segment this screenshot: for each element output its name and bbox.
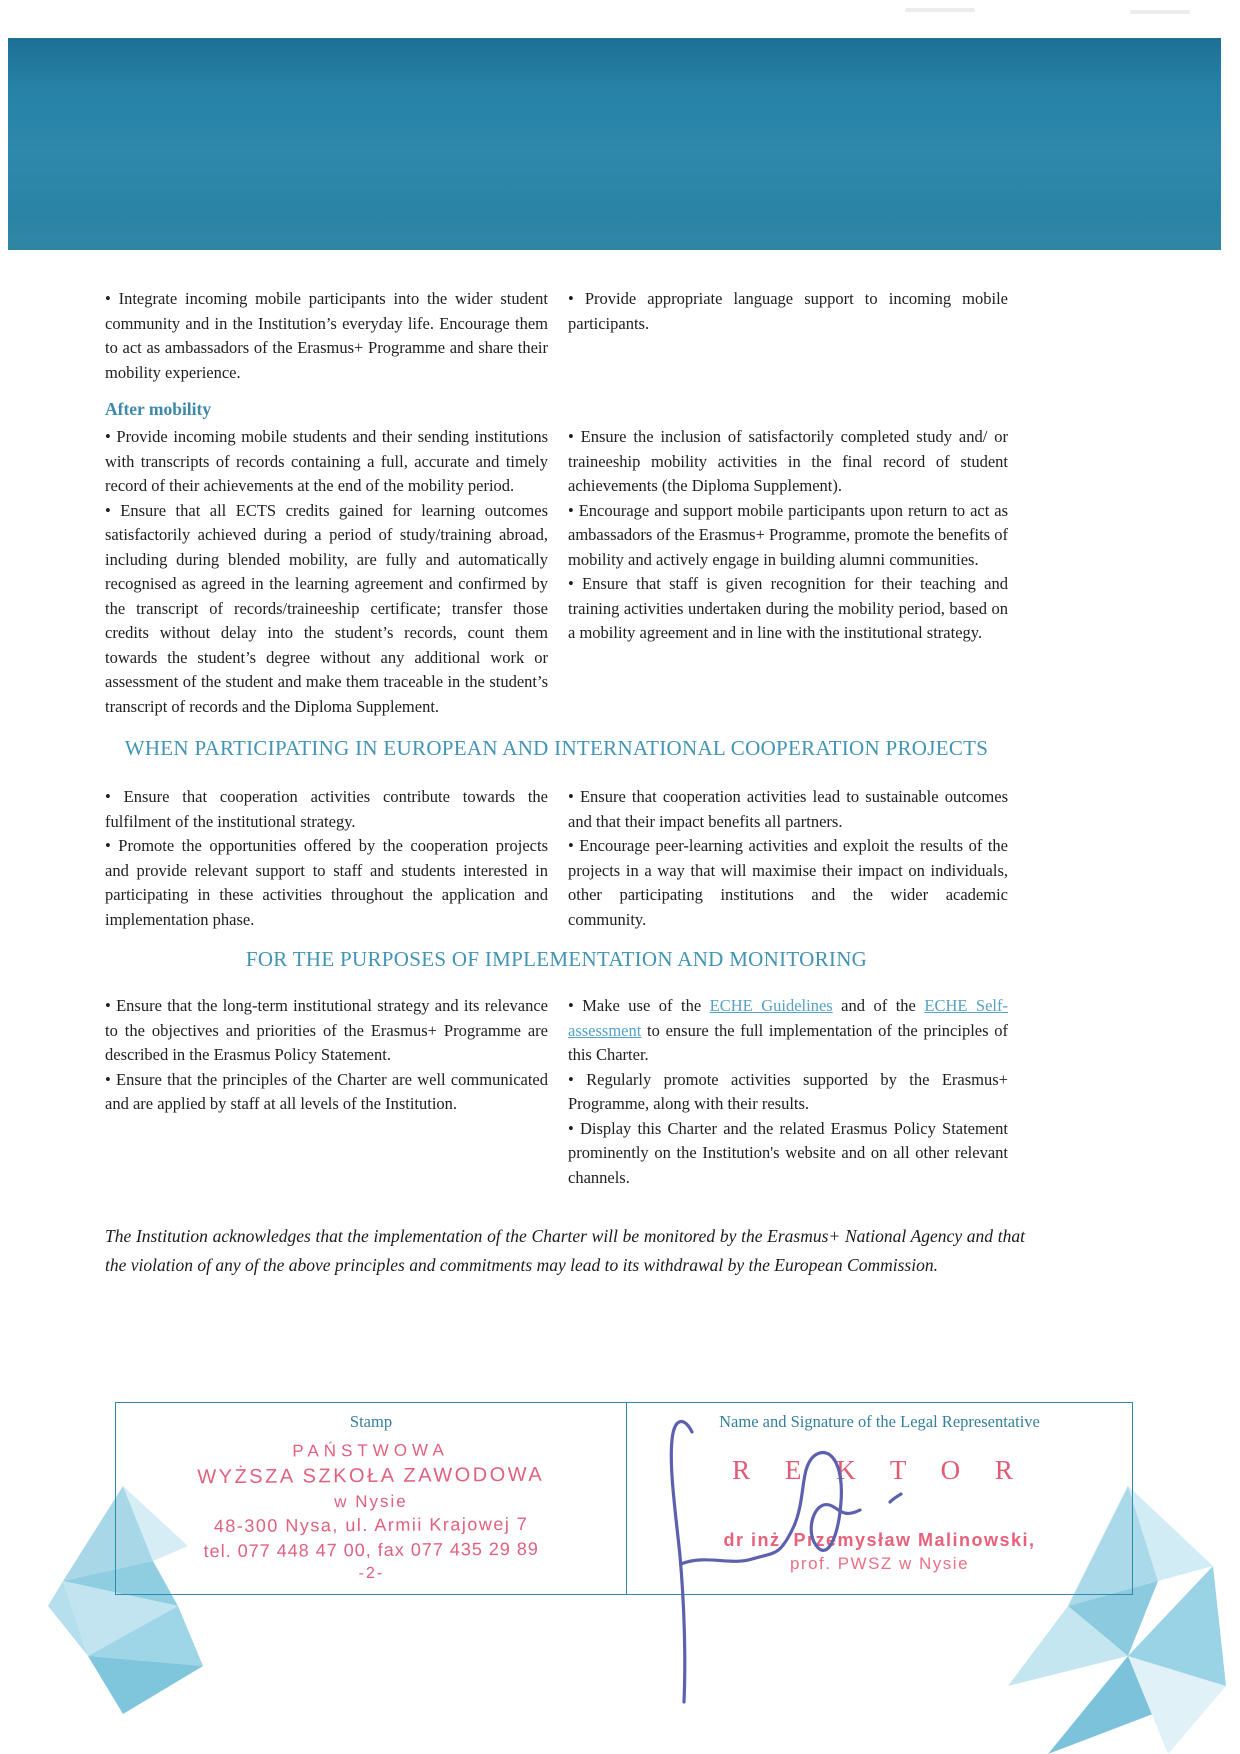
bullet-item: • Ensure that the long-term institutional strategy and its relevance to the objectives and priorities of the Erasmus+ Programme are described in the Erasmus Policy Statement. (105, 996, 548, 1064)
bullet-item: • Display this Charter and the related Erasmus Policy Statement prominently on the Institution's website and on all other relevant channels. (568, 1118, 1008, 1187)
bullet-item: • Ensure that staff is given recognition for their teaching and training activities undertaken during the mobility period, based on a mobility agreement and in line with the institutional strategy. (568, 574, 1008, 642)
rektor-role-stamp: R E K T O R (732, 1455, 1027, 1485)
bullet-item: • Encourage peer-learning activities and exploit the results of the projects in a way that will maximise their impact on individuals, other participating institutions and the wider academic community. (568, 836, 1008, 929)
left-column (105, 287, 548, 385)
eche-self-assessment-link[interactable]: ECHE Self-assessment (568, 996, 1008, 1040)
bullet-item: • Ensure that the principles of the Charter are well communicated and are applied by staff at all levels of the Institution. (105, 1069, 548, 1113)
left-column (105, 785, 548, 932)
signature-table (115, 1402, 1133, 1595)
stamp-line: w Nysie (334, 1491, 408, 1512)
stamp-cell (116, 1403, 627, 1594)
section-monitoring (105, 994, 1008, 1190)
bullet-item-with-links (568, 994, 1008, 1068)
scan-artifact (905, 8, 975, 12)
left-column (105, 994, 548, 1190)
bullet-item: • Ensure that all ECTS credits gained for learning outcomes satisfactorily achieved during a period of study/training abroad, including during blended mobility, are fully and automatically recognised as agreed in the learning agreement and confirmed by the transcript of records/traineeship certificate; transfer those credits without delay into the student’s records, count them towards the student’s degree without any additional work or assessment of the student and make them traceable in the student’s transcript of records and the Diploma Supplement. (105, 500, 548, 716)
stamp-line: PAŃSTWOWA (292, 1440, 449, 1461)
bullet-item: • Ensure the inclusion of satisfactorily completed study and/ or traineeship mobility activities in the final record of student achievements (the Diploma Supplement). (568, 427, 1008, 495)
representative-name: dr inż. Przemysław Malinowski, (723, 1530, 1036, 1550)
stamp-line: WYŻSZA SZKOŁA ZAWODOWA (197, 1463, 545, 1489)
bullet-item: • Encourage and support mobile participants upon return to act as ambassadors of the Erasmus+ Programme, promote the benefits of mobility and actively engage in building alumni communities. (568, 500, 1008, 569)
bullet-item: • Provide appropriate language support to incoming mobile participants. (568, 289, 1008, 333)
institution-stamp (115, 1437, 626, 1587)
section-cooperation (105, 785, 1008, 932)
bullet-item: • Ensure that cooperation activities contribute towards the fulfilment of the institutional strategy. (105, 787, 548, 831)
after-mobility-heading: After mobility (105, 399, 212, 419)
bullet-text: and of the (832, 996, 925, 1015)
left-column (105, 425, 548, 719)
handwritten-signature (648, 1406, 938, 1716)
monitoring-section-heading: FOR THE PURPOSES OF IMPLEMENTATION AND MONITORING (245, 947, 868, 971)
stamp-line: 48-300 Nysa, ul. Armii Krajowej 7 (213, 1513, 529, 1537)
stamp-line: tel. 077 448 47 00, fax 077 435 29 89 (203, 1538, 539, 1562)
representative-title: prof. PWSZ w Nysie (789, 1554, 970, 1573)
eche-guidelines-link[interactable]: ECHE Guidelines (709, 996, 833, 1015)
bullet-item: • Promote the opportunities offered by the cooperation projects and provide relevant support to staff and students interested in participating in these activities throughout the application and implementation phase. (105, 836, 548, 929)
page-number: -2- (358, 1564, 385, 1583)
bullet-text: • Make use of the (568, 996, 710, 1015)
bullet-item: • Ensure that cooperation activities lead to sustainable outcomes and that their impact benefits all partners. (568, 787, 1008, 831)
right-column (568, 425, 1008, 719)
header-band (8, 38, 1221, 250)
right-column (568, 994, 1008, 1190)
right-column (568, 785, 1008, 932)
bullet-item: • Regularly promote activities supported by the Erasmus+ Programme, along with their results. (568, 1069, 1008, 1113)
bullet-text: to ensure the full implementation of the principles of this Charter. (568, 1020, 1008, 1064)
bullet-item: • Integrate incoming mobile participants into the wider student community and in the Institution’s everyday life. Encourage them to act as ambassadors of the Erasmus+ Programme and share their mobility experience. (105, 289, 548, 382)
page-content (105, 250, 1025, 1280)
bullet-item: • Provide incoming mobile students and their sending institutions with transcripts of records containing a full, accurate and timely record of their achievements at the end of the mobility period. (105, 427, 548, 495)
cooperation-section-heading: WHEN PARTICIPATING IN EUROPEAN AND INTERNATIONAL COOPERATION PROJECTS (124, 736, 989, 760)
right-column (568, 287, 1008, 385)
section-after-mobility (105, 425, 1008, 719)
signature-header: Name and Signature of the Legal Representative (719, 1412, 1040, 1431)
acknowledgement-note: The Institution acknowledges that the implementation of the Charter will be monitored by the Erasmus+ National Agency and that the violation of any of the above principles and commitments may lead to its withdrawal by the European Commission. (105, 1226, 1025, 1275)
stamp-header: Stamp (349, 1412, 393, 1431)
scan-artifact (1130, 10, 1190, 14)
section-during-mobility-continued (105, 287, 1008, 385)
